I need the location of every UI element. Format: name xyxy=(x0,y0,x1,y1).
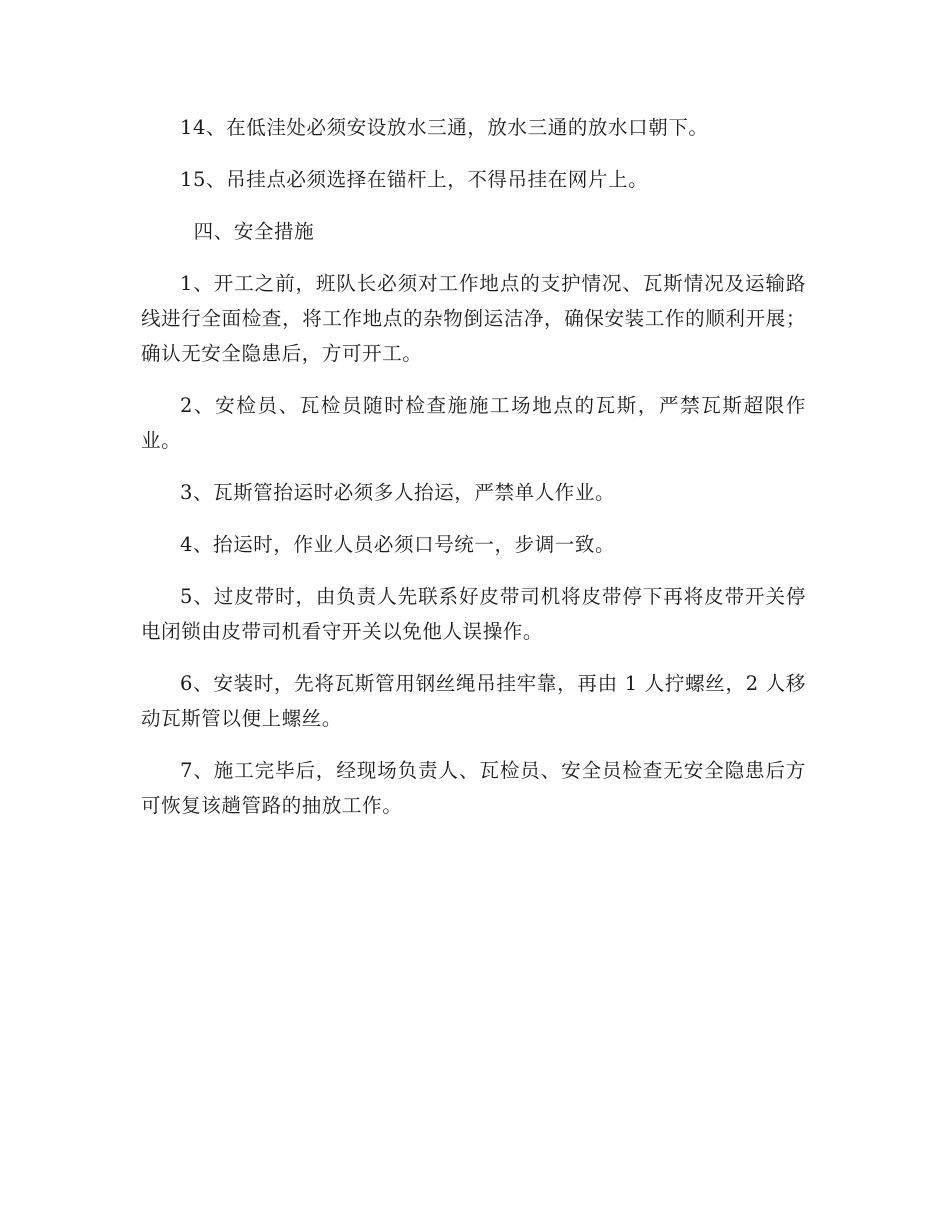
paragraph-measure-5: 5、过皮带时，由负责人先联系好皮带司机将皮带停下再将皮带开关停电闭锁由皮带司机看守开关以免他人误操作。 xyxy=(141,585,806,643)
section-heading-safety-measures: 四、安全措施 xyxy=(193,220,315,243)
paragraph-measure-2: 2、安检员、瓦检员随时检查施施工场地点的瓦斯，严禁瓦斯超限作业。 xyxy=(141,394,806,452)
paragraph-measure-1: 1、开工之前，班队长必须对工作地点的支护情况、瓦斯情况及运输路线进行全面检查，将工作地点的杂物倒运洁净，确保安装工作的顺利开展；确认无安全隐患后，方可开工。 xyxy=(141,272,806,365)
paragraph-item-15: 15、吊挂点必须选择在锚杆上，不得吊挂在网片上。 xyxy=(180,168,649,191)
paragraph-item-14: 14、在低洼处必须安设放水三通，放水三通的放水口朝下。 xyxy=(180,116,709,139)
paragraph-measure-4: 4、抬运时，作业人员必须口号统一，步调一致。 xyxy=(180,533,616,556)
paragraph-measure-3: 3、瓦斯管抬运时必须多人抬运，严禁单人作业。 xyxy=(180,481,616,504)
document-body xyxy=(141,110,806,840)
paragraph-measure-6: 6、安装时，先将瓦斯管用钢丝绳吊挂牢靠，再由 1 人拧螺丝，2 人移动瓦斯管以便上螺丝。 xyxy=(141,672,806,730)
paragraph-measure-7: 7、施工完毕后，经现场负责人、瓦检员、安全员检查无安全隐患后方可恢复该趟管路的抽放工作。 xyxy=(141,759,806,817)
